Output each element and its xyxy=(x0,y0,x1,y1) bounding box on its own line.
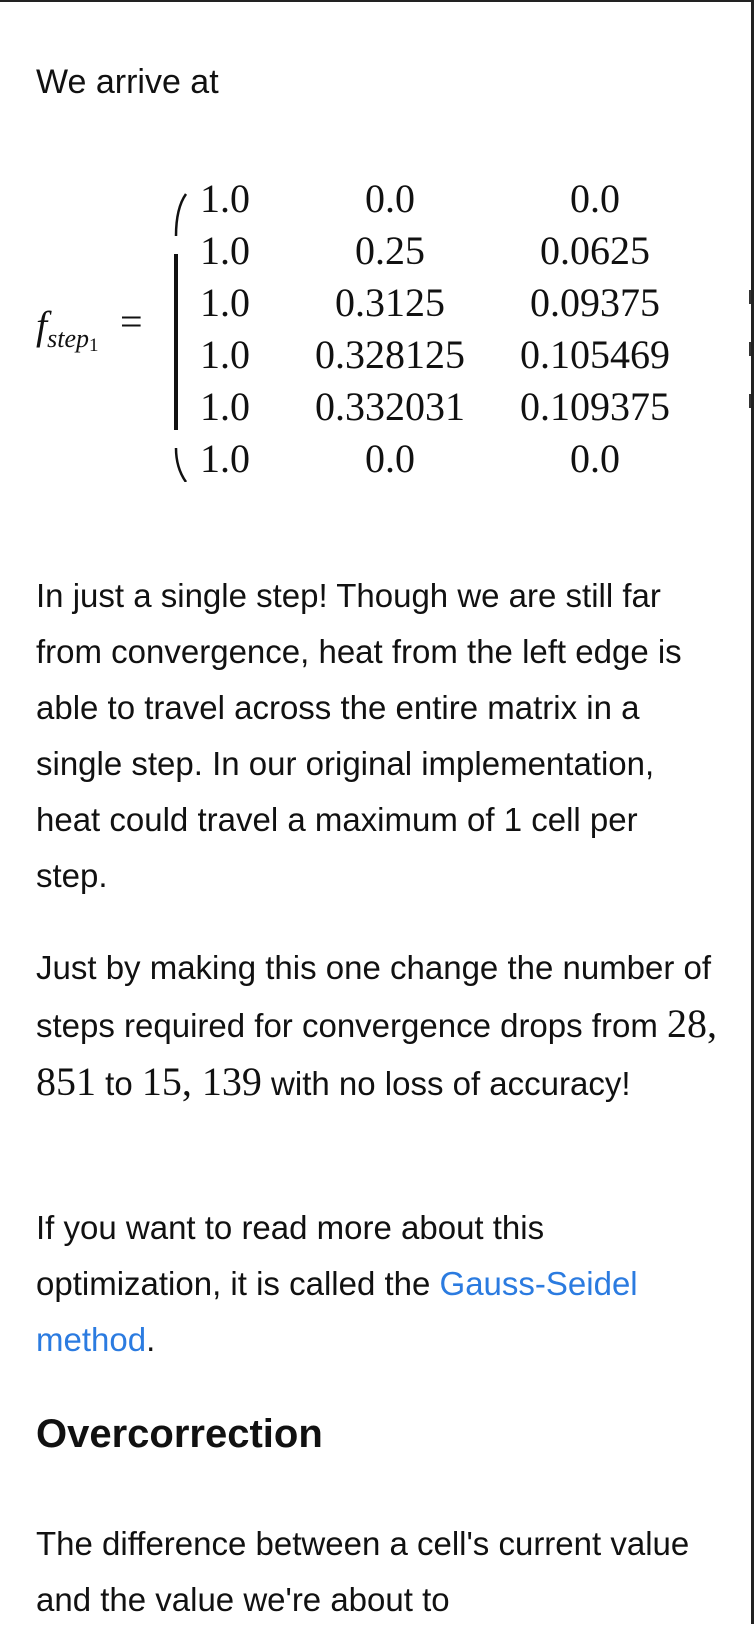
paragraph-read-more xyxy=(36,1200,718,1368)
matrix-cell: 0.0 xyxy=(365,175,415,221)
paragraph-overcorrection: The difference between a cell's current value and the value we're about to xyxy=(36,1525,690,1618)
intro-text: We arrive at xyxy=(36,63,219,101)
paragraph-text: . xyxy=(146,1321,156,1358)
paren-tick xyxy=(749,394,751,408)
matrix-cell: 1.0 xyxy=(200,383,250,429)
matrix-cell: 1.0 xyxy=(200,227,250,273)
gauss-seidel-link[interactable]: Gauss-Seidel method xyxy=(36,1265,638,1358)
left-parenthesis xyxy=(172,192,192,482)
paragraph-text: If you want to read more about this optimization, it is called the xyxy=(36,1209,545,1302)
paragraph-convergence xyxy=(36,940,718,1112)
paren-tick xyxy=(749,290,751,304)
paragraph-text: to xyxy=(96,1065,142,1102)
matrix-cell: 0.328125 xyxy=(315,331,465,377)
matrix-row xyxy=(192,328,700,380)
section-heading-overcorrection: Overcorrection xyxy=(36,1412,323,1456)
matrix-cell: 1.0 xyxy=(200,279,250,325)
matrix-row xyxy=(192,380,700,432)
matrix-row xyxy=(192,172,700,224)
matrix-equation xyxy=(36,172,754,502)
equation-lhs-subsubscript: 1 xyxy=(89,335,99,356)
paragraph-text: with no loss of accuracy! xyxy=(261,1065,631,1102)
matrix-row xyxy=(192,432,700,484)
steps-before-value: 28, 851 xyxy=(36,1001,717,1104)
matrix-cell: 0.25 xyxy=(355,227,425,273)
equation-lhs-symbol: f xyxy=(36,303,48,348)
steps-after-value: 15, 139 xyxy=(141,1059,262,1104)
matrix-cell: 0.0625 xyxy=(540,227,650,273)
equation-lhs xyxy=(36,302,99,357)
matrix-cell: 0.332031 xyxy=(315,383,465,429)
matrix-cell: 0.109375 xyxy=(520,383,670,429)
matrix-cell: 0.3125 xyxy=(335,279,445,325)
matrix-cell: 1.0 xyxy=(200,331,250,377)
paren-tick xyxy=(749,342,751,356)
matrix-cell: 0.0 xyxy=(570,435,620,481)
matrix-row xyxy=(192,276,700,328)
matrix-cell: 1.0 xyxy=(200,435,250,481)
matrix-cell: 0.105469 xyxy=(520,331,670,377)
equals-sign: = xyxy=(120,299,143,344)
paragraph-single-step: In just a single step! Though we are still far from convergence, heat from the left edge is able to travel across the entire matrix in a single step. In our original implementation, heat could travel a maximum of 1 cell per step. xyxy=(36,577,682,894)
equation-lhs-subscript: step xyxy=(47,324,90,353)
matrix-cell: 0.0 xyxy=(365,435,415,481)
matrix-cell: 0.0 xyxy=(570,175,620,221)
matrix-cell: 1.0 xyxy=(200,175,250,221)
matrix-row xyxy=(192,224,700,276)
matrix-table xyxy=(192,172,700,484)
matrix-cell: 0.09375 xyxy=(530,279,660,325)
paragraph-text: Just by making this one change the number of steps required for convergence drops from xyxy=(36,949,712,1044)
